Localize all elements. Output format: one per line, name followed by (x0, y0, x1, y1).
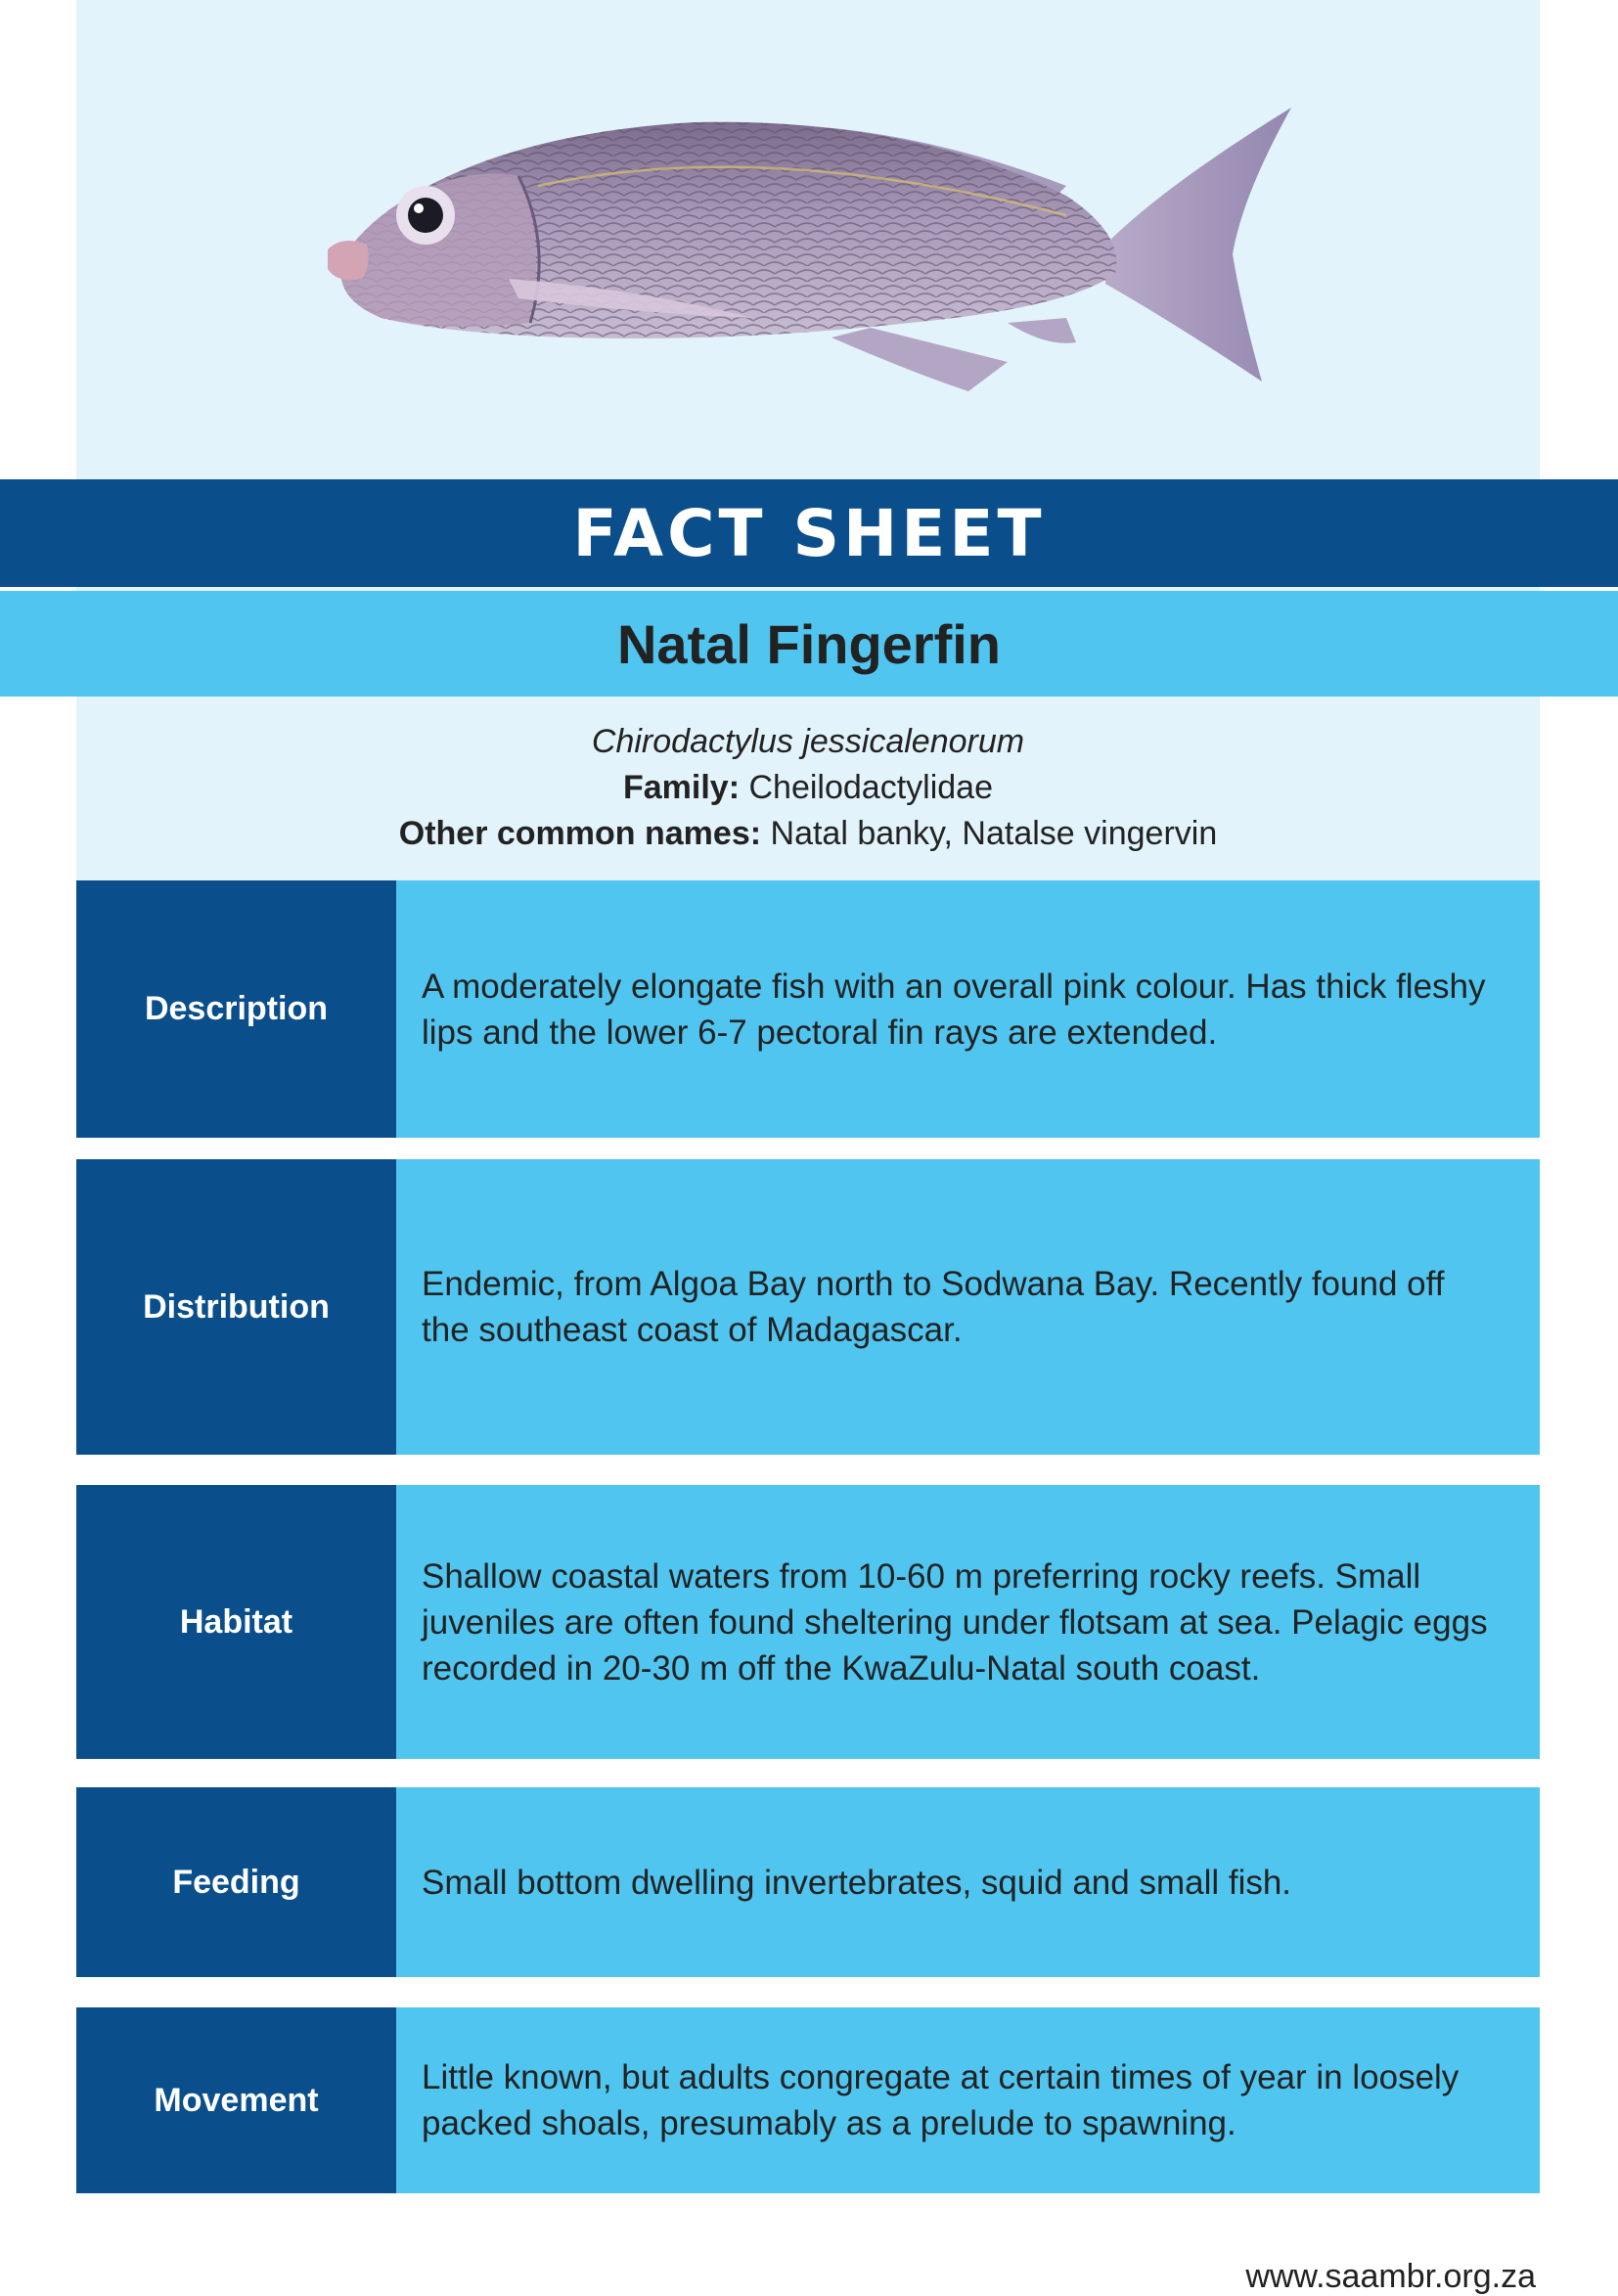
family-value: Cheilodactylidae (748, 769, 993, 806)
fact-sheet-banner (0, 479, 1618, 587)
row-movement (76, 2007, 1540, 2193)
row-text: Shallow coastal waters from 10-60 m preferring rocky reefs. Small juveniles are often found sheltering under flotsam at sea. Pelagic eggs recorded in 20-30 m off the KwaZulu-Natal south coast. (422, 1556, 1488, 1688)
family-label: Family: (623, 769, 741, 806)
row-distribution (76, 1159, 1540, 1455)
common-names-label: Other common names: (398, 815, 762, 852)
row-description (76, 880, 1540, 1138)
row-habitat (76, 1485, 1540, 1759)
website-url[interactable]: www.saambr.org.za (1245, 2258, 1536, 2295)
row-text: Small bottom dwelling invertebrates, squid and small fish. (422, 1863, 1292, 1902)
species-info (76, 719, 1540, 857)
row-label: Feeding (76, 1787, 396, 1977)
row-label: Habitat (76, 1485, 396, 1759)
row-label: Movement (76, 2007, 396, 2193)
species-banner (0, 591, 1618, 697)
species-name: Natal Fingerfin (616, 612, 1002, 675)
row-feeding (76, 1787, 1540, 1977)
row-label: Distribution (76, 1159, 396, 1455)
row-text: Little known, but adults congregate at certain times of year in loosely packed shoals, presumably as a prelude to spawning. (422, 2058, 1460, 2142)
common-names-value: Natal banky, Natalse vingervin (770, 815, 1218, 852)
fish-illustration (323, 78, 1321, 430)
row-text: Endemic, from Algoa Bay north to Sodwana Bay. Recently found off the southeast coast of Madagascar. (422, 1265, 1445, 1349)
fact-sheet-title: FACT SHEET (572, 495, 1046, 571)
row-label: Description (76, 880, 396, 1138)
scientific-name: Chirodactylus jessicalenorum (591, 723, 1025, 760)
row-text: A moderately elongate fish with an overall pink colour. Has thick fleshy lips and the lower 6-7 pectoral fin rays are extended. (422, 967, 1486, 1052)
